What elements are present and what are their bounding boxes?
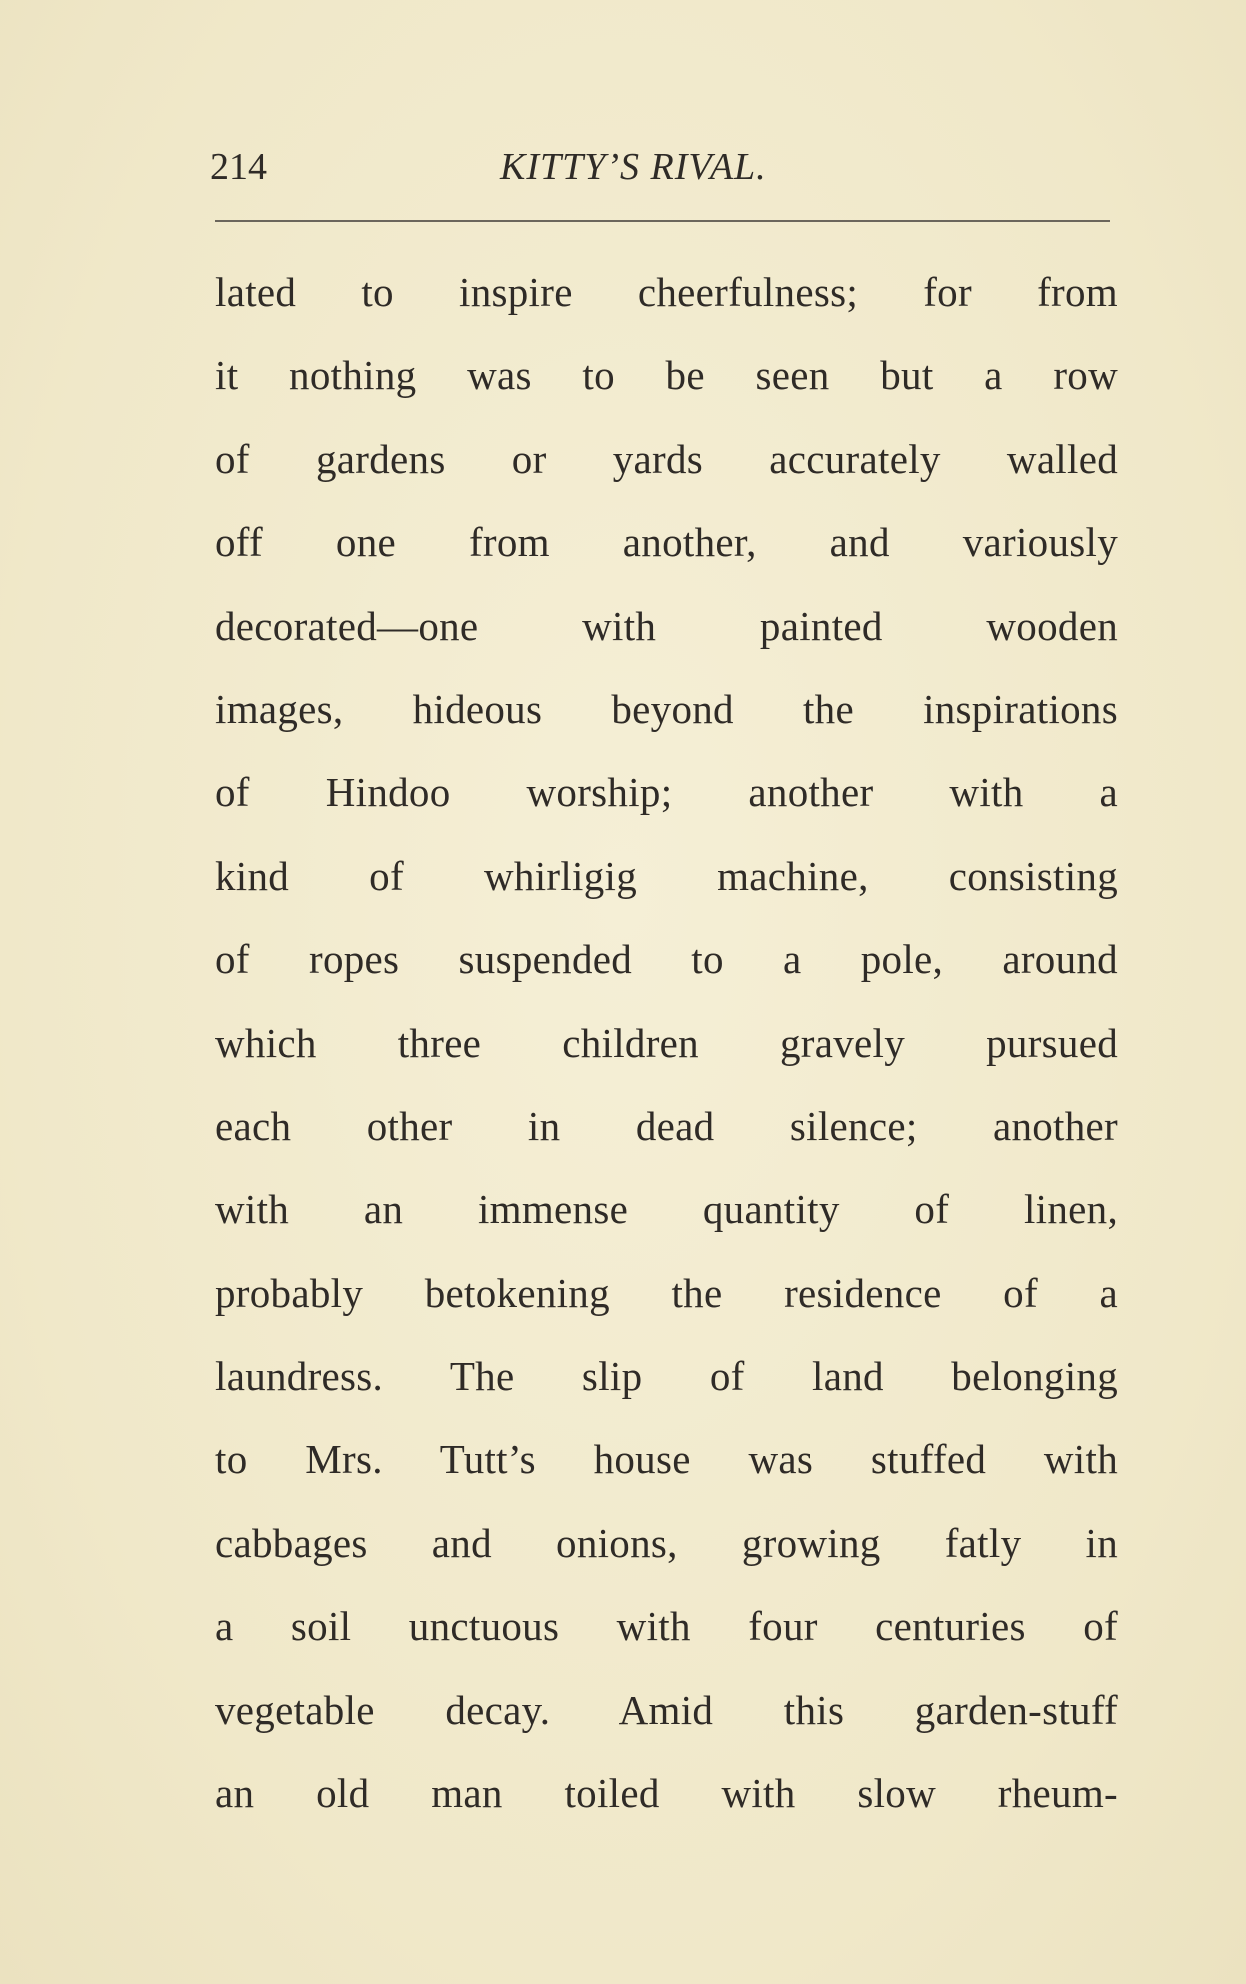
- text-line: of ropes suspended to a pole, around: [215, 936, 1118, 983]
- text-line: of Hindoo worship; another with a: [215, 769, 1118, 816]
- text-line: lated to inspire cheerfulness; for from: [215, 269, 1118, 315]
- text-line: each other in dead silence; another: [215, 1102, 1118, 1149]
- body-text: [215, 262, 1118, 1846]
- text-line: probably betokening the residence of a: [215, 1269, 1118, 1316]
- text-line: vegetable decay. Amid this garden-stuff: [215, 1686, 1118, 1733]
- running-title: KITTY’S RIVAL.: [500, 146, 767, 188]
- text-line: it nothing was to be seen but a row: [215, 352, 1118, 399]
- text-line: to Mrs. Tutt’s house was stuffed with: [215, 1436, 1118, 1483]
- page-number: 214: [210, 146, 267, 188]
- text-line: laundress. The slip of land belonging: [215, 1353, 1118, 1400]
- text-line: with an immense quantity of linen,: [215, 1186, 1118, 1233]
- text-line: images, hideous beyond the inspirations: [215, 685, 1118, 732]
- text-line: off one from another, and variously: [215, 519, 1118, 566]
- text-line: a soil unctuous with four centuries of: [215, 1603, 1118, 1650]
- header-rule: [215, 220, 1110, 222]
- text-line: decorated—one with painted wooden: [215, 602, 1118, 649]
- text-line: an old man toiled with slow rheum-: [215, 1770, 1118, 1817]
- text-line: kind of whirligig machine, consisting: [215, 852, 1118, 899]
- text-line: of gardens or yards accurately walled: [215, 435, 1118, 482]
- text-line: cabbages and onions, growing fatly in: [215, 1519, 1118, 1566]
- text-line: which three children gravely pursued: [215, 1019, 1118, 1066]
